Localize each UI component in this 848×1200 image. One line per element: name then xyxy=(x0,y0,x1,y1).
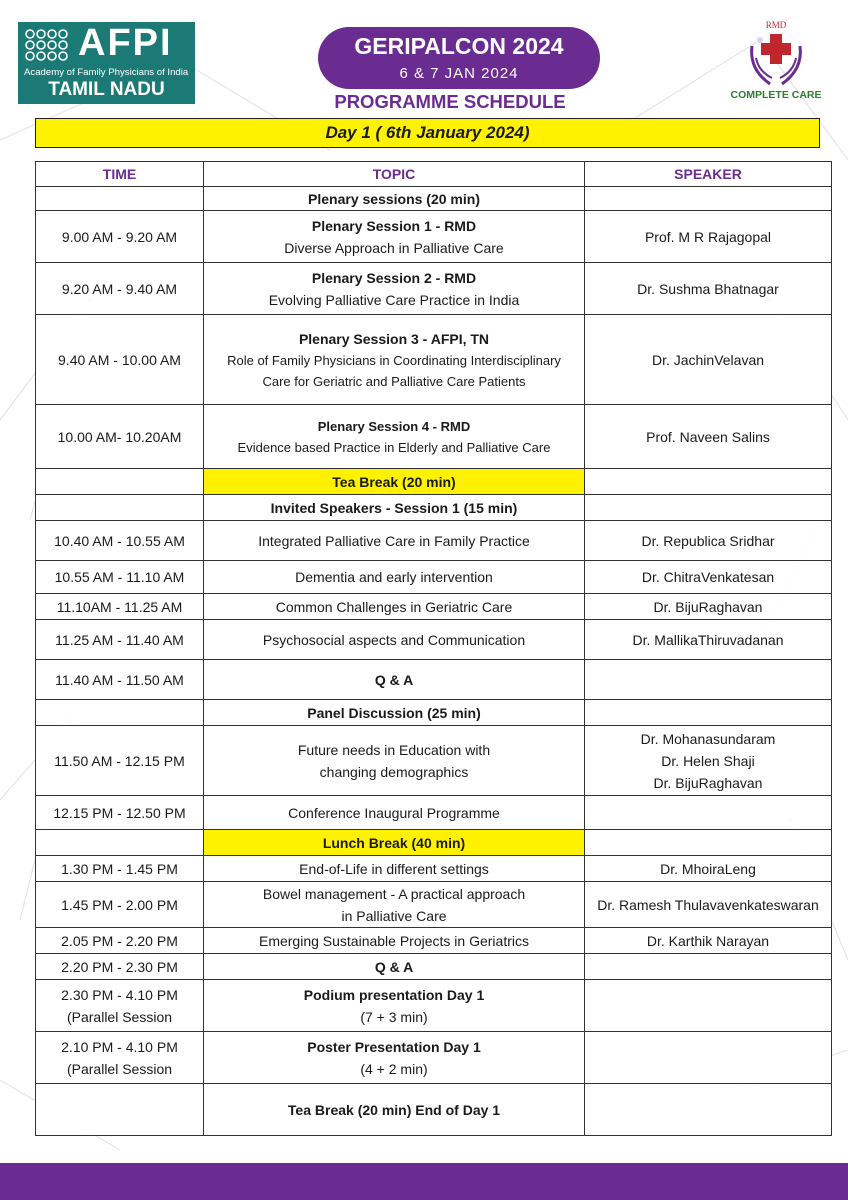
speaker-name: Prof. Naveen Salins xyxy=(646,428,770,445)
table-row xyxy=(36,726,832,796)
table-row xyxy=(36,980,832,1032)
time-text: (Parallel Session xyxy=(66,1008,173,1025)
speaker-name: Dr. Helen Shaji xyxy=(661,752,755,769)
topic-cell xyxy=(204,521,585,561)
topic-cell xyxy=(204,405,585,469)
table-row xyxy=(36,954,832,980)
time-text: 11.10AM - 11.25 AM xyxy=(56,598,183,615)
speaker-cell xyxy=(585,561,832,594)
time-cell xyxy=(36,620,204,660)
time-cell xyxy=(36,726,204,796)
table-row xyxy=(36,405,832,469)
cross-hands-icon xyxy=(748,28,804,88)
time-text: 11.50 AM - 12.15 PM xyxy=(54,752,185,769)
topic-cell xyxy=(204,315,585,405)
topic-title: Poster Presentation Day 1 xyxy=(307,1038,481,1055)
topic-title: Plenary Session 1 - RMD xyxy=(311,217,477,234)
dots-logo-icon xyxy=(24,28,72,64)
topic-cell xyxy=(204,700,585,726)
time-text: 10.40 AM - 10.55 AM xyxy=(54,532,185,549)
topic-cell xyxy=(204,660,585,700)
time-text: 11.40 AM - 11.50 AM xyxy=(55,671,184,688)
topic-line: Evolving Palliative Care Practice in India xyxy=(268,291,520,308)
time-cell xyxy=(36,796,204,830)
table-row xyxy=(36,660,832,700)
afpi-full-name: Academy of Family Physicians of India xyxy=(24,67,189,78)
speaker-name: Dr. JachinVelavan xyxy=(651,351,765,368)
time-cell xyxy=(36,700,204,726)
speaker-cell xyxy=(585,726,832,796)
topic-title: Psychosocial aspects and Communication xyxy=(262,631,526,648)
speaker-name: Dr. Mohanasundaram xyxy=(640,730,776,747)
speaker-cell xyxy=(585,620,832,660)
table-row xyxy=(36,263,832,315)
topic-cell xyxy=(204,561,585,594)
time-text: 2.05 PM - 2.20 PM xyxy=(61,932,178,949)
rmd-mark: RMD xyxy=(765,20,787,30)
speaker-cell xyxy=(585,856,832,882)
speaker-name: Dr. Ramesh Thulavavenkateswaran xyxy=(597,896,819,913)
time-cell xyxy=(36,561,204,594)
topic-cell xyxy=(204,263,585,315)
column-header-time: TIME xyxy=(36,162,204,187)
afpi-brand: AFPI xyxy=(78,22,173,64)
time-cell xyxy=(36,495,204,521)
speaker-cell xyxy=(585,796,832,830)
speaker-cell xyxy=(585,700,832,726)
speaker-cell xyxy=(585,187,832,211)
speaker-name: Dr. Karthik Narayan xyxy=(646,932,770,949)
topic-title: Conference Inaugural Programme xyxy=(288,804,500,821)
topic-title: Podium presentation Day 1 xyxy=(303,986,485,1003)
speaker-cell xyxy=(585,495,832,521)
speaker-cell xyxy=(585,954,832,980)
schedule-body xyxy=(36,187,832,1136)
topic-title: End-of-Life in different settings xyxy=(299,860,489,877)
time-cell xyxy=(36,856,204,882)
time-cell xyxy=(36,594,204,620)
topic-line: (7 + 3 min) xyxy=(360,1008,428,1025)
topic-line: in Palliative Care xyxy=(341,907,447,924)
topic-cell xyxy=(204,469,585,495)
topic-cell xyxy=(204,594,585,620)
speaker-cell xyxy=(585,521,832,561)
speaker-cell xyxy=(585,980,832,1032)
speaker-cell xyxy=(585,928,832,954)
topic-title: Q & A xyxy=(374,671,414,688)
topic-cell xyxy=(204,187,585,211)
afpi-state: TAMIL NADU xyxy=(48,79,165,100)
time-cell xyxy=(36,405,204,469)
table-row xyxy=(36,928,832,954)
table-row xyxy=(36,1032,832,1084)
time-text: 2.10 PM - 4.10 PM xyxy=(61,1038,178,1055)
event-dates: 6 & 7 JAN 2024 xyxy=(399,65,519,82)
topic-title: Q & A xyxy=(374,958,414,975)
column-header-speaker: SPEAKER xyxy=(585,162,832,187)
table-row xyxy=(36,882,832,928)
column-header-topic: TOPIC xyxy=(204,162,585,187)
time-text: 2.30 PM - 4.10 PM xyxy=(61,986,178,1003)
topic-title: Lunch Break (40 min) xyxy=(322,834,466,851)
time-cell xyxy=(36,928,204,954)
time-cell xyxy=(36,521,204,561)
rmd-tagline: COMPLETE CARE xyxy=(730,89,822,101)
topic-title: Plenary Session 3 - AFPI, TN xyxy=(298,330,490,347)
topic-title: Tea Break (20 min) xyxy=(332,473,456,490)
speaker-cell xyxy=(585,882,832,928)
table-row xyxy=(36,521,832,561)
time-cell xyxy=(36,469,204,495)
table-row xyxy=(36,700,832,726)
afpi-logo xyxy=(18,22,195,104)
time-cell xyxy=(36,980,204,1032)
time-text: 1.30 PM - 1.45 PM xyxy=(61,860,178,877)
time-text: 11.25 AM - 11.40 AM xyxy=(55,631,184,648)
table-row xyxy=(36,187,832,211)
time-cell xyxy=(36,830,204,856)
time-text: 12.15 PM - 12.50 PM xyxy=(53,804,186,821)
table-row xyxy=(36,620,832,660)
time-text: 9.00 AM - 9.20 AM xyxy=(61,228,178,245)
topic-title: Future needs in Education with xyxy=(297,741,491,758)
speaker-name: Dr. BijuRaghavan xyxy=(653,598,763,615)
topic-cell xyxy=(204,882,585,928)
time-cell xyxy=(36,315,204,405)
time-text: 10.00 AM- 10.20AM xyxy=(57,428,182,445)
topic-cell xyxy=(204,928,585,954)
table-row xyxy=(36,315,832,405)
speaker-cell xyxy=(585,830,832,856)
topic-title: Tea Break (20 min) End of Day 1 xyxy=(287,1101,501,1118)
topic-title: Plenary Session 2 - RMD xyxy=(311,269,477,286)
speaker-cell xyxy=(585,211,832,263)
topic-cell xyxy=(204,980,585,1032)
speaker-name: Dr. Sushma Bhatnagar xyxy=(637,280,779,297)
topic-line: Diverse Approach in Palliative Care xyxy=(284,239,504,256)
schedule-table xyxy=(35,161,832,1136)
topic-line: (4 + 2 min) xyxy=(360,1060,428,1077)
topic-cell xyxy=(204,211,585,263)
time-cell xyxy=(36,954,204,980)
time-cell xyxy=(36,187,204,211)
time-text: 9.20 AM - 9.40 AM xyxy=(61,280,178,297)
table-header-row xyxy=(36,162,832,187)
speaker-cell xyxy=(585,660,832,700)
topic-cell xyxy=(204,954,585,980)
table-row xyxy=(36,561,832,594)
table-row xyxy=(36,1084,832,1136)
speaker-name: Dr. MhoiraLeng xyxy=(660,860,756,877)
table-row xyxy=(36,796,832,830)
table-row xyxy=(36,830,832,856)
time-cell xyxy=(36,263,204,315)
topic-cell xyxy=(204,856,585,882)
topic-cell xyxy=(204,1032,585,1084)
table-row xyxy=(36,495,832,521)
speaker-cell xyxy=(585,594,832,620)
topic-title: Plenary Session 4 - RMD xyxy=(317,418,471,434)
topic-title: Panel Discussion (25 min) xyxy=(307,704,481,721)
topic-title: Invited Speakers - Session 1 (15 min) xyxy=(270,499,518,516)
topic-line: Role of Family Physicians in Coordinating Interdisciplinary xyxy=(227,352,561,368)
speaker-name: Prof. M R Rajagopal xyxy=(644,228,772,245)
speaker-name: Dr. ChitraVenkatesan xyxy=(641,569,775,585)
speaker-cell xyxy=(585,1084,832,1136)
topic-title: Bowel management - A practical approach xyxy=(262,885,526,902)
table-row xyxy=(36,594,832,620)
topic-title: Integrated Palliative Care in Family Practice xyxy=(258,532,530,549)
topic-cell xyxy=(204,726,585,796)
time-text: 2.20 PM - 2.30 PM xyxy=(61,958,178,975)
time-cell xyxy=(36,1084,204,1136)
topic-cell xyxy=(204,796,585,830)
table-row xyxy=(36,469,832,495)
speaker-name: Dr. BijuRaghavan xyxy=(653,774,763,791)
speaker-cell xyxy=(585,263,832,315)
time-cell xyxy=(36,882,204,928)
speaker-name: Dr. Republica Sridhar xyxy=(641,532,775,549)
speaker-name: Dr. MallikaThiruvadanan xyxy=(632,631,784,648)
table-row xyxy=(36,856,832,882)
time-cell xyxy=(36,211,204,263)
table-row xyxy=(36,211,832,263)
speaker-cell xyxy=(585,405,832,469)
event-name: GERIPALCON 2024 xyxy=(354,33,564,59)
topic-title: Dementia and early intervention xyxy=(295,569,493,585)
topic-line: Care for Geriatric and Palliative Care Patients xyxy=(262,373,526,389)
programme-title: PROGRAMME SCHEDULE xyxy=(334,91,566,112)
topic-title: Plenary sessions (20 min) xyxy=(308,190,480,207)
event-title-pill xyxy=(318,27,600,89)
time-text: (Parallel Session xyxy=(66,1060,173,1077)
time-text: 1.45 PM - 2.00 PM xyxy=(61,896,178,913)
time-cell xyxy=(36,660,204,700)
footer-bar xyxy=(0,1163,848,1200)
topic-title: Emerging Sustainable Projects in Geriatrics xyxy=(258,932,529,949)
topic-line: Evidence based Practice in Elderly and Palliative Care xyxy=(237,439,551,455)
topic-line: changing demographics xyxy=(319,763,469,780)
speaker-cell xyxy=(585,1032,832,1084)
topic-cell xyxy=(204,1084,585,1136)
topic-cell xyxy=(204,620,585,660)
topic-title: Common Challenges in Geriatric Care xyxy=(275,598,513,615)
speaker-cell xyxy=(585,469,832,495)
day-banner: Day 1 ( 6th January 2024) xyxy=(35,118,820,148)
rmd-logo xyxy=(728,20,824,104)
topic-cell xyxy=(204,830,585,856)
time-text: 10.55 AM - 11.10 AM xyxy=(54,569,185,585)
time-text: 9.40 AM - 10.00 AM xyxy=(58,351,181,368)
topic-cell xyxy=(204,495,585,521)
speaker-cell xyxy=(585,315,832,405)
time-cell xyxy=(36,1032,204,1084)
